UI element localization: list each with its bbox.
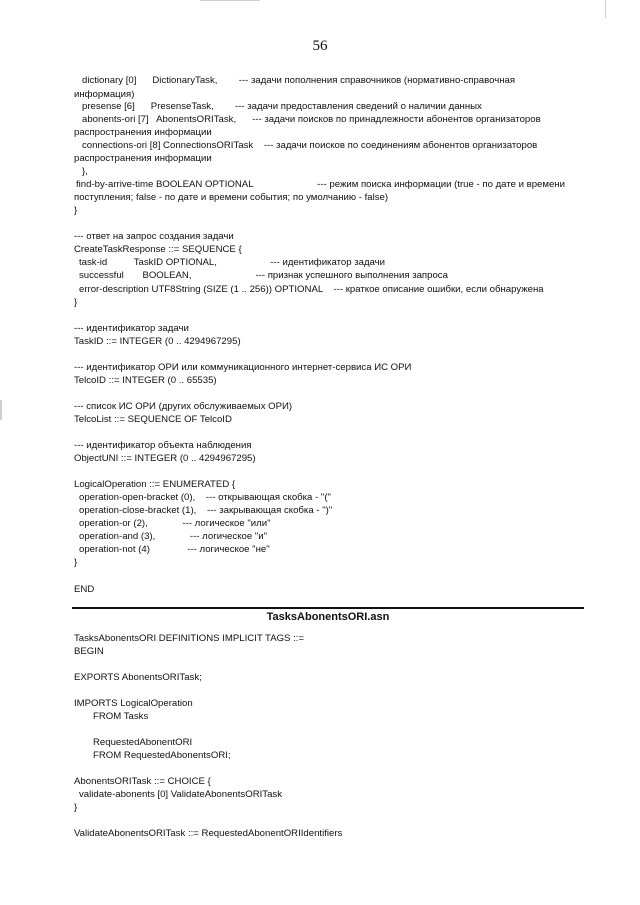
text-line: operation-and (3), --- логическое "и" <box>79 531 268 542</box>
text-line: } <box>74 802 78 813</box>
text-line: TelcoList ::= SEQUENCE OF TelcoID <box>74 414 232 425</box>
text-line: operation-open-bracket (0), --- открывающая скобка - "(" <box>79 492 331 503</box>
text-line: --- идентификатор объекта наблюдения <box>74 440 252 451</box>
text-line: END <box>74 584 95 595</box>
text-line: EXPORTS AbonentsORITask; <box>74 672 202 683</box>
text-line: } <box>74 297 78 308</box>
text-line: }, <box>82 166 88 177</box>
text-line: TaskID ::= INTEGER (0 .. 4294967295) <box>74 336 241 347</box>
text-line: распространения информации <box>74 153 212 164</box>
section-divider <box>72 607 584 609</box>
text-line: } <box>74 557 78 568</box>
page-number: 56 <box>312 38 328 54</box>
text-line: operation-not (4) --- логическое "не" <box>79 544 270 555</box>
scan-edge-mark <box>200 0 260 1</box>
text-line: connections-ori [8] ConnectionsORITask --- задачи поисков по соединениям абонентов организаторов <box>82 140 538 151</box>
text-line: CreateTaskResponse ::= SEQUENCE { <box>74 244 242 255</box>
text-line: task-id TaskID OPTIONAL, --- идентификатор задачи <box>79 257 386 268</box>
text-line: ObjectUNI ::= INTEGER (0 .. 4294967295) <box>74 453 256 464</box>
text-line: TelcoID ::= INTEGER (0 .. 65535) <box>74 375 217 386</box>
text-line: BEGIN <box>74 646 104 657</box>
text-line: operation-or (2), --- логическое "или" <box>79 518 271 529</box>
text-line: LogicalOperation ::= ENUMERATED { <box>74 479 236 490</box>
text-line: dictionary [0] DictionaryTask, --- задачи пополнения справочников (нормативно-справочная <box>82 75 516 86</box>
text-line: поступления; false - по дате и времени события; по умолчанию - false) <box>74 192 389 203</box>
text-line: TasksAbonentsORI DEFINITIONS IMPLICIT TAGS ::= <box>74 633 305 644</box>
text-line: } <box>74 205 78 216</box>
text-line: abonents-ori [7] AbonentsORITask, --- задачи поисков по принадлежности абонентов организаторов <box>82 114 541 125</box>
section-title: TasksAbonentsORI.asn <box>266 611 390 623</box>
scan-edge-mark <box>605 0 606 18</box>
text-line: информация) <box>74 89 135 100</box>
text-line: presense [6] PresenseTask, --- задачи предоставления сведений о наличии данных <box>82 101 482 112</box>
text-line: --- идентификатор ОРИ или коммуникационного интернет-сервиса ИС ОРИ <box>74 362 412 373</box>
text-line: IMPORTS LogicalOperation <box>74 698 193 709</box>
text-line: error-description UTF8String (SIZE (1 .. 256)) OPTIONAL --- краткое описание ошибки, если обнаружена <box>79 284 544 295</box>
text-line: ValidateAbonentsORITask ::= RequestedAbonentORIIdentifiers <box>74 828 343 839</box>
text-line: --- ответ на запрос создания задачи <box>74 231 234 242</box>
text-line: FROM Tasks <box>93 711 149 722</box>
text-line: --- идентификатор задачи <box>74 323 189 334</box>
text-line: validate-abonents [0] ValidateAbonentsORITask <box>79 789 283 800</box>
text-line: successful BOOLEAN, --- признак успешного выполнения запроса <box>79 270 448 281</box>
text-line: FROM RequestedAbonentsORI; <box>93 750 231 761</box>
text-line: operation-close-bracket (1), --- закрывающая скобка - ")" <box>79 505 333 516</box>
text-line: find-by-arrive-time BOOLEAN OPTIONAL --- режим поиска информации (true - по дате и времени <box>76 179 565 190</box>
text-line: RequestedAbonentORI <box>93 737 193 748</box>
text-line: --- список ИС ОРИ (других обслуживаемых ОРИ) <box>74 401 293 412</box>
text-line: распространения информации <box>74 127 212 138</box>
text-line: AbonentsORITask ::= CHOICE { <box>74 776 211 787</box>
scan-edge-mark <box>0 400 2 420</box>
